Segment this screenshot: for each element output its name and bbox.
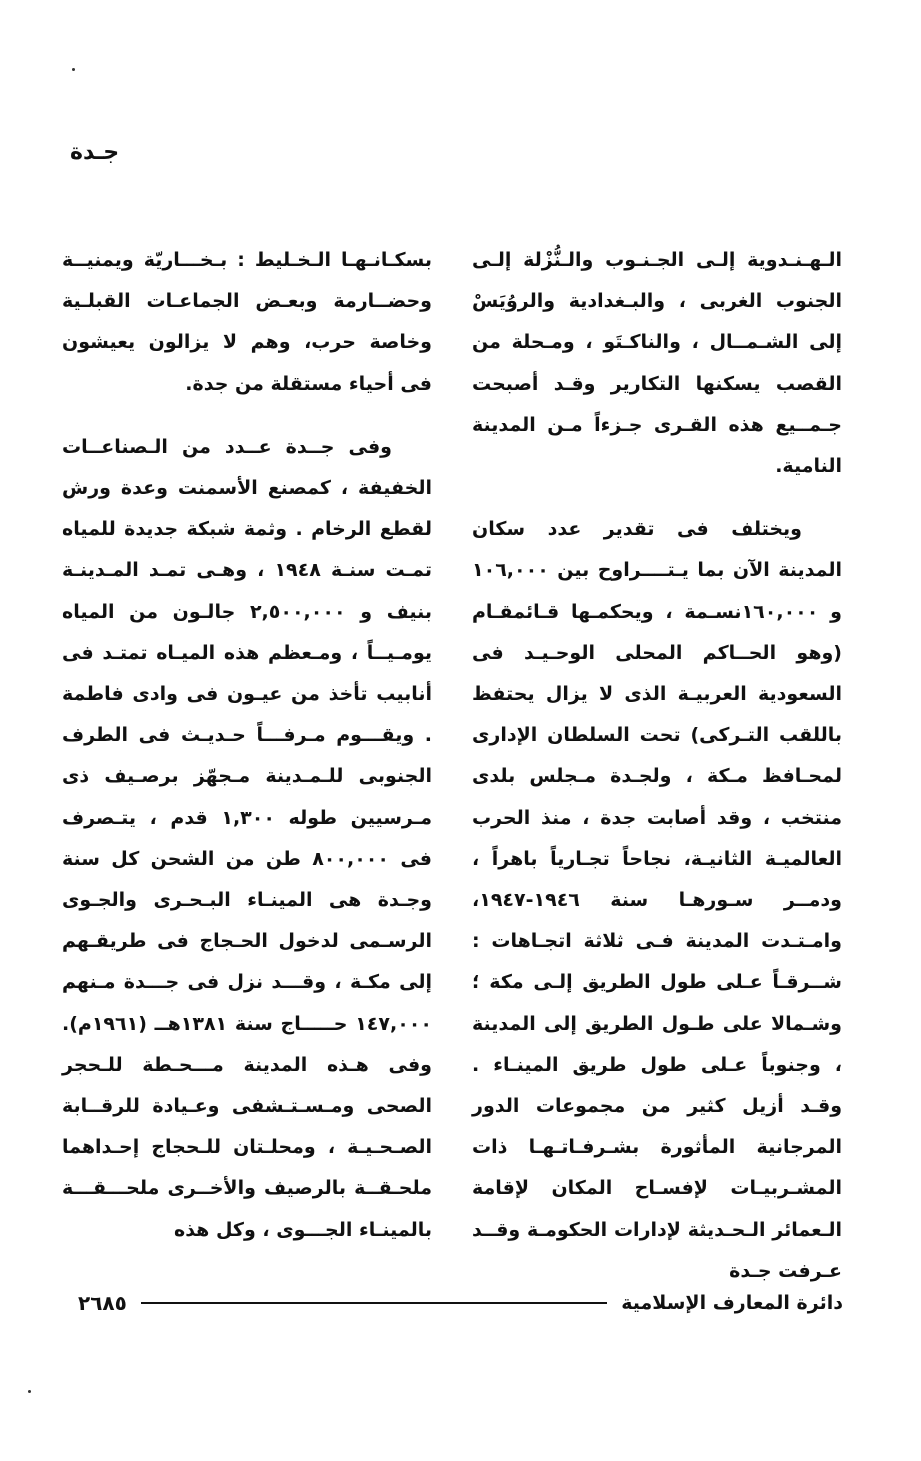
page-number: ٢٦٨٥ bbox=[78, 1291, 127, 1315]
footer-rule bbox=[141, 1302, 607, 1304]
left-column bbox=[62, 240, 432, 1251]
paragraph: ويختلف فى تقدير عدد سكان المدينة الآن بما يـتــــراوح بين ١٠٦,٠٠٠ و ١٦٠,٠٠٠نسـمة ، ويحكمـها قـائمقـام (وهو الحــاكم المحلى الوحـيـد فى السعودية العربيـة الذى لا يزال يحتفظ باللقب التـركى) تحت السلطان الإدارى لمحـافظ مـكة ، ولجـدة مـجلس بلدى منتخب ، وقد أصابت جدة ، منذ الحرب العالميـة الثانيـة، نجاحاً تجـارياً باهراً ، ودمــر سـورهـا سنة ١٩٤٦-١٩٤٧، وامـتـدت المدينة فـى ثلاثة اتجـاهات : شــرقـاً عـلى طول الطريق إلـى مكة ؛ وشـمالا على طـول الطريق إلى المدينة ، وجنوباً عـلى طول طريق المينـاء . وقـد أزيل كثير من مجموعات الدور المرجانية المأثورة بشـرفـاتـهـا ذات المشـربيـات لإفسـاح المكان لإقامة الـعمائر الـحـديثة لإدارات الحكومـة وقــد عـرفت جـدة bbox=[472, 518, 842, 1282]
paragraph: وفى جــدة عــدد من الـصناعــات الخفيفة ، كمصنع الأسمنت وعدة ورش لقطع الرخام . وثمة شبكة جديدة للمياه تمـت سنـة ١٩٤٨ ، وهـى تمـد المـدينـة بنيف و ٢,٥٠٠,٠٠٠ جالـون من المياه يومـيــاً ، ومـعظم هذه الميـاه تمتـد فى أنابيب تأخذ من عيـون فى وادى فاطمة . ويقـــوم مـرفـــاً حـديـث فى الطرف الجنوبى للـمـدينة مـجهّز برصـيف ذى مـرسيين طوله ١,٣٠٠ قدم ، يتـصرف فى ٨٠٠,٠٠٠ طن من الشحن كل سنة وجـدة هى المينـاء البـحـرى والجـوى الرسـمى لدخول الحـجاج فى طريقـهم إلى مكـة ، وقـــد نزل فى جـــدة مـنهم ١٤٧,٠٠٠ حـــــاج سنة ١٣٨١هــ (١٩٦١م). وفى هـذه المدينة مـــحـطة للـحجر الصحى ومـسـتـشفى وعـيادة للرقــابة الصـحـيـة ، ومحلـتان للـحجاج إحـداهما ملحـقــة بالرصيف والأخــرى ملحـــقـــة بالمينـاء الجـــوى ، وكل هذه bbox=[62, 435, 432, 1241]
scan-speck bbox=[28, 1390, 31, 1393]
running-title: جـدة bbox=[70, 140, 120, 165]
right-column bbox=[472, 240, 842, 1292]
paragraph: الـهـنـدوية إلـى الجـنـوب والـنُّزْلة إلـى الجنوب الغربى ، والبـغدادية والروُيَسْ إلى الشـمــال ، والناكـتَو ، ومـحلة من القصب يسكنها التكارير وقـد أصبحت جـمــيع هذه القـرى جـزءاً مـن المدينة النامية. bbox=[472, 249, 842, 478]
page-footer bbox=[78, 1288, 843, 1318]
scan-speck bbox=[72, 68, 75, 71]
source-title: دائرة المعارف الإسلامية bbox=[621, 1292, 843, 1314]
paragraph: بسكـانـهـا الـخـليط : بـخـــاريّة ويمنيــة وحضــارمة وبعـض الجماعـات القبلـية وخاصة حرب، وهم لا يزالون يعيشون فى أحياء مستقلة من جدة. bbox=[62, 249, 432, 395]
